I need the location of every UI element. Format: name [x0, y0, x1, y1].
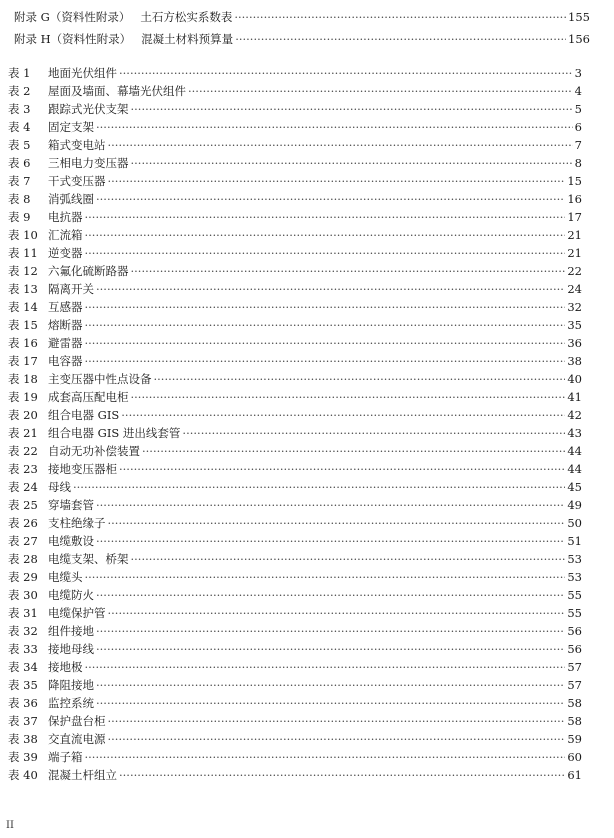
- dot-leader: [85, 208, 566, 226]
- table-title: 隔离开关: [48, 282, 94, 296]
- dot-leader: [131, 100, 573, 118]
- table-title: 混凝土杆组立: [48, 768, 117, 782]
- table-number: 表 14: [8, 300, 38, 314]
- page-number: 36: [567, 336, 582, 350]
- table-list: [8, 64, 582, 784]
- dot-leader: [96, 640, 565, 658]
- toc-entry-table[interactable]: [8, 568, 582, 586]
- table-title: 交直流电源: [48, 732, 106, 746]
- page-number: 50: [567, 516, 582, 530]
- appendix-list: [14, 6, 590, 50]
- appendix-label: 附录 G（资料性附录）: [14, 10, 131, 24]
- dot-leader: [108, 604, 566, 622]
- toc-entry-table[interactable]: [8, 280, 582, 298]
- table-number: 表 25: [8, 498, 38, 512]
- table-title: 母线: [48, 480, 71, 494]
- toc-entry-table[interactable]: [8, 82, 582, 100]
- toc-entry-table[interactable]: [8, 154, 582, 172]
- dot-leader: [108, 712, 566, 730]
- table-title: 三相电力变压器: [48, 156, 129, 170]
- dot-leader: [96, 676, 565, 694]
- dot-leader: [96, 622, 565, 640]
- page-number: 5: [574, 102, 582, 116]
- table-title: 接地母线: [48, 642, 94, 656]
- page-number: 156: [568, 32, 590, 46]
- table-number: 表 21: [8, 426, 38, 440]
- toc-entry-table[interactable]: [8, 730, 582, 748]
- dot-leader: [131, 154, 573, 172]
- table-title: 地面光伏组件: [48, 66, 117, 80]
- table-number: 表 2: [8, 84, 31, 98]
- dot-leader: [96, 280, 565, 298]
- toc-entry-table[interactable]: [8, 460, 582, 478]
- dot-leader: [234, 6, 566, 28]
- table-number: 表 3: [8, 102, 31, 116]
- dot-leader: [119, 460, 565, 478]
- table-number: 表 7: [8, 174, 31, 188]
- page-number: 61: [567, 768, 582, 782]
- page-number: 51: [567, 534, 582, 548]
- table-title: 电缆敷设: [48, 534, 94, 548]
- dot-leader: [235, 28, 566, 50]
- toc-entry-table[interactable]: [8, 370, 582, 388]
- table-number: 表 5: [8, 138, 31, 152]
- page-number: 7: [574, 138, 582, 152]
- page-number: 21: [567, 228, 582, 242]
- table-title: 电缆支架、桥架: [48, 552, 129, 566]
- table-title: 成套高压配电柜: [48, 390, 129, 404]
- dot-leader: [154, 370, 566, 388]
- toc-entry-table[interactable]: [8, 694, 582, 712]
- toc-entry-table[interactable]: [8, 118, 582, 136]
- toc-entry-table[interactable]: [8, 478, 582, 496]
- toc-entry-table[interactable]: [8, 244, 582, 262]
- toc-entry-table[interactable]: [8, 676, 582, 694]
- page-number: 22: [567, 264, 582, 278]
- table-title: 干式变压器: [48, 174, 106, 188]
- toc-entry-table[interactable]: [8, 172, 582, 190]
- table-title: 降阻接地: [48, 678, 94, 692]
- table-number: 表 12: [8, 264, 38, 278]
- dot-leader: [182, 424, 565, 442]
- toc-entry-table[interactable]: [8, 406, 582, 424]
- page-number: 16: [567, 192, 582, 206]
- dot-leader: [96, 118, 573, 136]
- dot-leader: [96, 496, 565, 514]
- dot-leader: [85, 334, 566, 352]
- table-title: 电缆头: [48, 570, 83, 584]
- table-number: 表 26: [8, 516, 38, 530]
- page-number: 8: [574, 156, 582, 170]
- table-title: 接地极: [48, 660, 83, 674]
- dot-leader: [85, 316, 566, 334]
- table-number: 表 24: [8, 480, 38, 494]
- dot-leader: [108, 172, 566, 190]
- table-number: 表 20: [8, 408, 38, 422]
- dot-leader: [85, 658, 566, 676]
- table-title: 电抗器: [48, 210, 83, 224]
- dot-leader: [96, 694, 565, 712]
- table-number: 表 9: [8, 210, 31, 224]
- toc-entry-table[interactable]: [8, 712, 582, 730]
- page-number: 35: [567, 318, 582, 332]
- table-number: 表 16: [8, 336, 38, 350]
- table-number: 表 27: [8, 534, 38, 548]
- table-number: 表 8: [8, 192, 31, 206]
- page-number: 3: [574, 66, 582, 80]
- page-number: 38: [567, 354, 582, 368]
- appendix-title: 土石方松实系数表: [140, 10, 233, 24]
- table-number: 表 29: [8, 570, 38, 584]
- toc-entry-table[interactable]: [8, 262, 582, 280]
- toc-entry-table[interactable]: [8, 604, 582, 622]
- toc-entry-table[interactable]: [8, 190, 582, 208]
- toc-entry-table[interactable]: [8, 100, 582, 118]
- page-number: 56: [567, 624, 582, 638]
- page-number: 56: [567, 642, 582, 656]
- page-number: 24: [567, 282, 582, 296]
- table-title: 屋面及墙面、幕墙光伏组件: [48, 84, 186, 98]
- toc-entry-table[interactable]: [8, 316, 582, 334]
- dot-leader: [142, 442, 565, 460]
- toc-entry-table[interactable]: [8, 532, 582, 550]
- table-title: 主变压器中性点设备: [48, 372, 152, 386]
- page-number: 32: [567, 300, 582, 314]
- page-number: 41: [567, 390, 582, 404]
- page-number: 49: [567, 498, 582, 512]
- toc-entry-table[interactable]: [8, 298, 582, 316]
- table-title: 电容器: [48, 354, 83, 368]
- dot-leader: [85, 298, 566, 316]
- table-number: 表 35: [8, 678, 38, 692]
- table-number: 表 10: [8, 228, 38, 242]
- table-number: 表 4: [8, 120, 31, 134]
- table-number: 表 38: [8, 732, 38, 746]
- page-number: 44: [567, 462, 582, 476]
- table-title: 支柱绝缘子: [48, 516, 106, 530]
- toc-entry-table[interactable]: [8, 442, 582, 460]
- toc-entry-table[interactable]: [8, 748, 582, 766]
- table-title: 箱式变电站: [48, 138, 106, 152]
- toc-entry-table[interactable]: [8, 586, 582, 604]
- page-number: 60: [567, 750, 582, 764]
- dot-leader: [85, 568, 566, 586]
- table-title: 固定支架: [48, 120, 94, 134]
- table-number: 表 39: [8, 750, 38, 764]
- table-title: 组合电器 GIS 进出线套管: [48, 426, 181, 440]
- table-title: 端子箱: [48, 750, 83, 764]
- table-title: 逆变器: [48, 246, 83, 260]
- dot-leader: [131, 550, 566, 568]
- page-number: 155: [568, 10, 590, 24]
- table-number: 表 30: [8, 588, 38, 602]
- page-number: 53: [567, 570, 582, 584]
- page-number: 44: [567, 444, 582, 458]
- page-number: 45: [567, 480, 582, 494]
- dot-leader: [85, 226, 566, 244]
- dot-leader: [121, 406, 565, 424]
- table-number: 表 31: [8, 606, 38, 620]
- toc-entry-table[interactable]: [8, 496, 582, 514]
- table-title: 六氟化硫断路器: [48, 264, 129, 278]
- toc-entry-table[interactable]: [8, 550, 582, 568]
- page-number: 17: [567, 210, 582, 224]
- page-number: 53: [567, 552, 582, 566]
- dot-leader: [119, 64, 573, 82]
- table-number: 表 37: [8, 714, 38, 728]
- table-title: 跟踪式光伏支架: [48, 102, 129, 116]
- table-number: 表 11: [8, 246, 38, 260]
- table-number: 表 18: [8, 372, 38, 386]
- table-title: 熔断器: [48, 318, 83, 332]
- table-number: 表 36: [8, 696, 38, 710]
- table-number: 表 6: [8, 156, 31, 170]
- table-title: 电缆防火: [48, 588, 94, 602]
- toc-entry-table[interactable]: [8, 136, 582, 154]
- dot-leader: [108, 136, 573, 154]
- page-number: 57: [567, 660, 582, 674]
- toc-entry-appendix-h[interactable]: [14, 28, 590, 50]
- table-number: 表 23: [8, 462, 38, 476]
- dot-leader: [96, 586, 565, 604]
- dot-leader: [131, 388, 566, 406]
- page-number: 55: [567, 606, 582, 620]
- page-number: 40: [567, 372, 582, 386]
- dot-leader: [85, 352, 566, 370]
- page-number: 4: [574, 84, 582, 98]
- page-number: 43: [567, 426, 582, 440]
- dot-leader: [131, 262, 566, 280]
- appendix-label: 附录 H（资料性附录）: [14, 32, 132, 46]
- page-footer-number: II: [6, 820, 14, 831]
- dot-leader: [73, 478, 565, 496]
- table-title: 互感器: [48, 300, 83, 314]
- page-number: 6: [574, 120, 582, 134]
- toc-entry-table[interactable]: [8, 334, 582, 352]
- table-number: 表 19: [8, 390, 38, 404]
- table-number: 表 1: [8, 66, 31, 80]
- page-number: 21: [567, 246, 582, 260]
- table-number: 表 28: [8, 552, 38, 566]
- table-title: 避雷器: [48, 336, 83, 350]
- dot-leader: [108, 730, 566, 748]
- table-number: 表 34: [8, 660, 38, 674]
- dot-leader: [96, 190, 565, 208]
- dot-leader: [188, 82, 573, 100]
- toc-entry-table[interactable]: [8, 208, 582, 226]
- appendix-title: 混凝土材料预算量: [141, 32, 234, 46]
- toc-entry-appendix-g[interactable]: [14, 6, 590, 28]
- dot-leader: [85, 748, 566, 766]
- dot-leader: [119, 766, 565, 784]
- toc-entry-table[interactable]: [8, 226, 582, 244]
- page-number: 57: [567, 678, 582, 692]
- table-title: 组件接地: [48, 624, 94, 638]
- dot-leader: [96, 532, 565, 550]
- table-title: 组合电器 GIS: [48, 408, 120, 422]
- page-number: 59: [567, 732, 582, 746]
- toc-entry-table[interactable]: [8, 352, 582, 370]
- page-number: 58: [567, 696, 582, 710]
- table-number: 表 17: [8, 354, 38, 368]
- table-title: 汇流箱: [48, 228, 83, 242]
- table-title: 监控系统: [48, 696, 94, 710]
- toc-entry-table[interactable]: [8, 424, 582, 442]
- table-number: 表 40: [8, 768, 38, 782]
- dot-leader: [108, 514, 566, 532]
- table-number: 表 32: [8, 624, 38, 638]
- table-number: 表 15: [8, 318, 38, 332]
- table-number: 表 13: [8, 282, 38, 296]
- table-number: 表 22: [8, 444, 38, 458]
- table-number: 表 33: [8, 642, 38, 656]
- page-number: 42: [567, 408, 582, 422]
- page-number: 15: [567, 174, 582, 188]
- toc-entry-table[interactable]: [8, 64, 582, 82]
- toc-entry-table[interactable]: [8, 514, 582, 532]
- toc-entry-table[interactable]: [8, 622, 582, 640]
- table-title: 消弧线圈: [48, 192, 94, 206]
- toc-entry-table[interactable]: [8, 658, 582, 676]
- table-title: 自动无功补偿装置: [48, 444, 140, 458]
- table-title: 穿墙套管: [48, 498, 94, 512]
- toc-entry-table[interactable]: [8, 640, 582, 658]
- table-title: 接地变压器柜: [48, 462, 117, 476]
- page-number: 58: [567, 714, 582, 728]
- dot-leader: [85, 244, 566, 262]
- table-title: 保护盘台柜: [48, 714, 106, 728]
- toc-entry-table[interactable]: [8, 766, 582, 784]
- toc-entry-table[interactable]: [8, 388, 582, 406]
- page-number: 55: [567, 588, 582, 602]
- table-title: 电缆保护管: [48, 606, 106, 620]
